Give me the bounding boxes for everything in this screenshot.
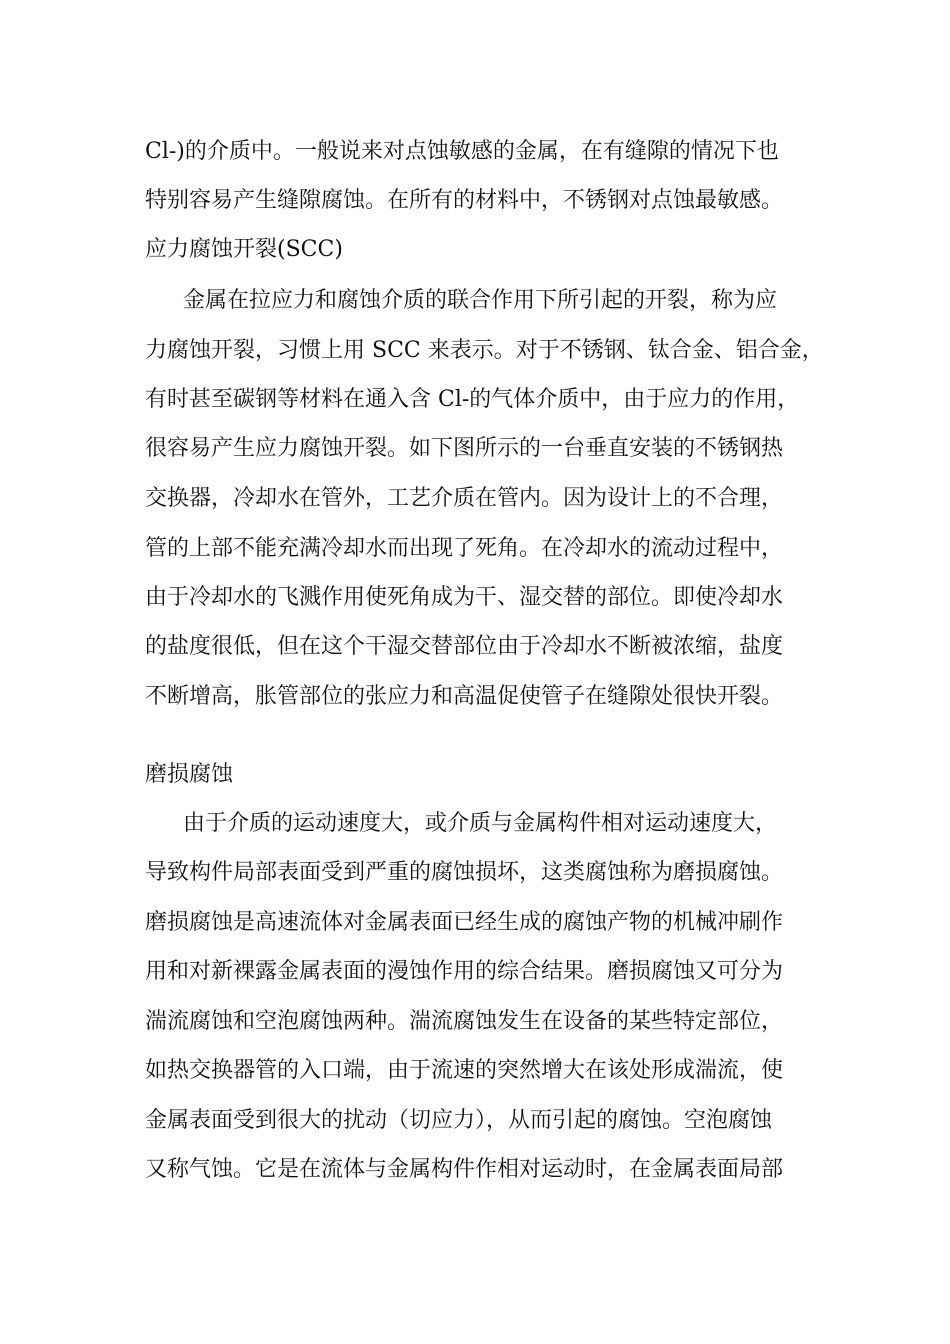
text-line: 金属表面受到很大的扰动（切应力），从而引起的腐蚀。空泡腐蚀	[145, 1108, 773, 1133]
text-line: 力腐蚀开裂，习惯上用 SCC 来表示。对于不锈钢、钛合金、铝合金，	[145, 338, 824, 363]
text-line: 有时甚至碳钢等材料在通入含 Cl-的气体介质中，由于应力的作用，	[145, 387, 800, 412]
text-line: 由于冷却水的飞溅作用使死角成为干、湿交替的部位。即使冷却水	[145, 585, 784, 610]
text-line: 磨损腐蚀是高速流体对金属表面已经生成的腐蚀产物的机械冲刷作	[145, 910, 784, 935]
text-line: 不断增高，胀管部位的张应力和高温促使管子在缝隙处很快开裂。	[145, 684, 784, 709]
text-line: 很容易产生应力腐蚀开裂。如下图所示的一台垂直安装的不锈钢热	[145, 436, 784, 461]
text-line: 湍流腐蚀和空泡腐蚀两种。湍流腐蚀发生在设备的某些特定部位，	[145, 1009, 784, 1034]
text-line: 交换器，冷却水在管外，工艺介质在管内。因为设计上的不合理，	[145, 486, 784, 511]
text-line: 金属在拉应力和腐蚀介质的联合作用下所引起的开裂，称为应	[183, 288, 778, 313]
text-line: 又称气蚀。它是在流体与金属构件作相对运动时，在金属表面局部	[145, 1157, 784, 1182]
section-heading-erosion: 磨损腐蚀	[145, 762, 234, 787]
text-line: 由于介质的运动速度大，或介质与金属构件相对运动速度大，	[183, 811, 778, 836]
text-line: 的盐度很低，但在这个干湿交替部位由于冷却水不断被浓缩，盐度	[145, 634, 784, 659]
text-line: 用和对新裸露金属表面的漫蚀作用的综合结果。磨损腐蚀又可分为	[145, 959, 784, 984]
text-line: 导致构件局部表面受到严重的腐蚀损坏，这类腐蚀称为磨损腐蚀。	[145, 860, 784, 885]
text-line: 管的上部不能充满冷却水而出现了死角。在冷却水的流动过程中，	[145, 536, 784, 561]
text-line: 如热交换器管的入口端，由于流速的突然增大在该处形成湍流，使	[145, 1058, 784, 1083]
section-heading-scc: 应力腐蚀开裂(SCC)	[145, 237, 343, 262]
text-line: 特别容易产生缝隙腐蚀。在所有的材料中，不锈钢对点蚀最敏感。	[145, 188, 784, 213]
text-line: Cl-)的介质中。一般说来对点蚀敏感的金属，在有缝隙的情况下也	[145, 139, 779, 164]
